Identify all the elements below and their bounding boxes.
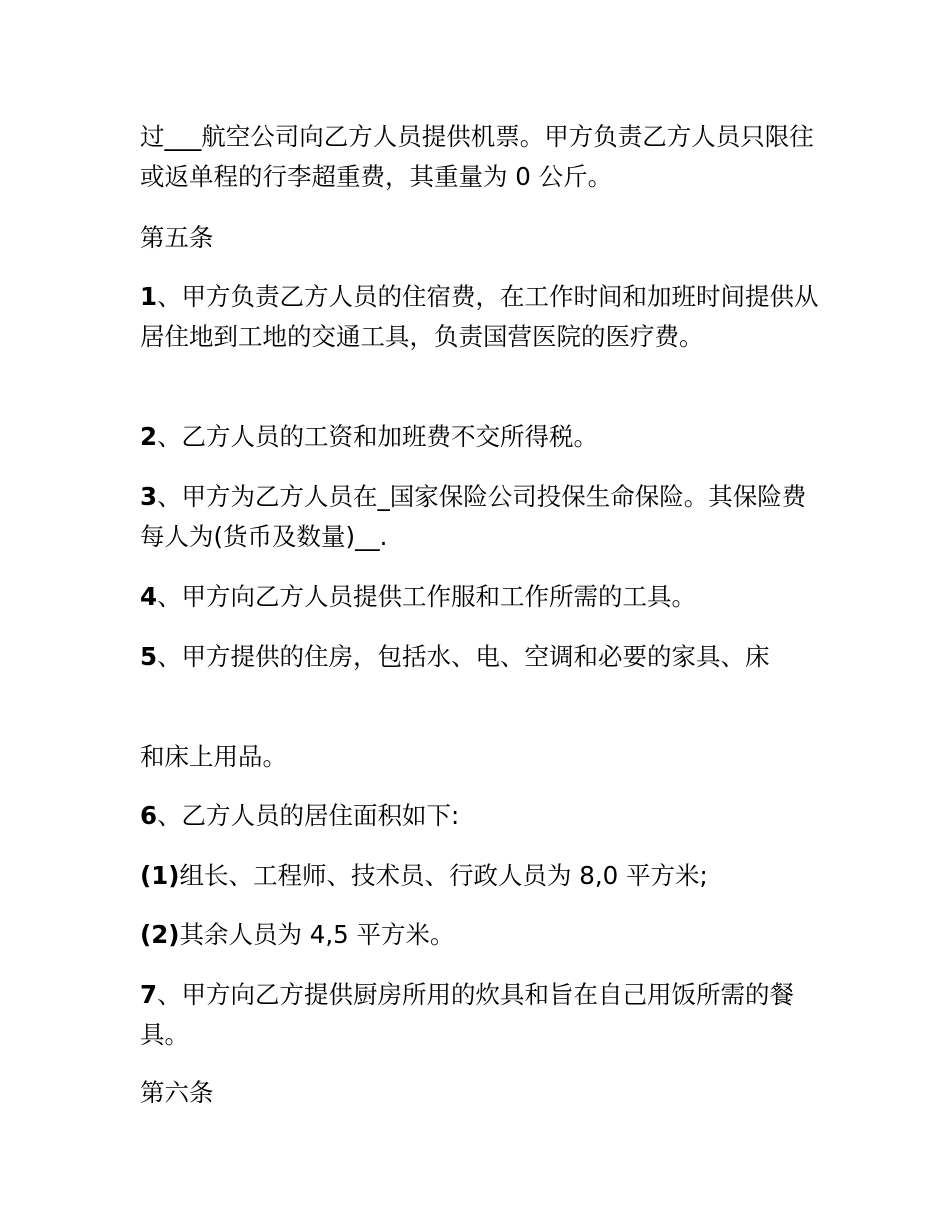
clause-number: 4 <box>140 582 158 611</box>
clause-number: 3 <box>140 482 158 511</box>
sub-clause-1 <box>140 856 820 896</box>
sub-clause-2 <box>140 915 820 955</box>
clause-text: 、甲方向乙方提供厨房所用的炊具和旨在自己用饭所需的餐具。 <box>140 980 795 1049</box>
clause-number: 7 <box>140 980 158 1009</box>
clause-text: 、乙方人员的居住面积如下: <box>157 801 460 830</box>
article-heading-text: 第六条 <box>140 1078 214 1107</box>
clause-text: 和床上用品。 <box>140 742 287 771</box>
clause-4 <box>140 577 820 617</box>
clause-5 <box>140 637 820 677</box>
sub-clause-number: (2) <box>140 920 180 949</box>
clause-3 <box>140 477 820 557</box>
clause-number: 2 <box>140 422 158 451</box>
clause-7 <box>140 975 820 1055</box>
article-heading-6 <box>140 1073 820 1113</box>
clause-2 <box>140 417 820 457</box>
paragraph-text: 过___航空公司向乙方人员提供机票。甲方负责乙方人员只限往或返单程的行李超重费，其重量为 0 公斤。 <box>140 122 814 191</box>
clause-text: 、甲方负责乙方人员的住宿费，在工作时间和加班时间提供从居住地到工地的交通工具，负责国营医院的医疗费。 <box>140 282 819 351</box>
clause-text: 、甲方提供的住房，包括水、电、空调和必要的家具、床 <box>157 642 770 671</box>
clause-6 <box>140 796 820 836</box>
clause-text: 、甲方向乙方人员提供工作服和工作所需的工具。 <box>157 582 697 611</box>
clause-5-continued <box>140 737 820 777</box>
clause-number: 1 <box>140 282 158 311</box>
clause-number: 6 <box>140 801 158 830</box>
sub-clause-text: 其余人员为 4,5 平方米。 <box>179 920 455 949</box>
paragraph-airfare <box>140 117 820 197</box>
article-heading-text: 第五条 <box>140 223 214 252</box>
clause-text: 、乙方人员的工资和加班费不交所得税。 <box>157 422 599 451</box>
article-heading-5 <box>140 218 820 258</box>
clause-number: 5 <box>140 642 158 671</box>
sub-clause-number: (1) <box>140 861 180 890</box>
clause-text: 、甲方为乙方人员在_国家保险公司投保生命保险。其保险费每人为(货币及数量)__. <box>140 482 807 551</box>
clause-1 <box>140 277 820 357</box>
sub-clause-text: 组长、工程师、技术员、行政人员为 8,0 平方米; <box>179 861 708 890</box>
